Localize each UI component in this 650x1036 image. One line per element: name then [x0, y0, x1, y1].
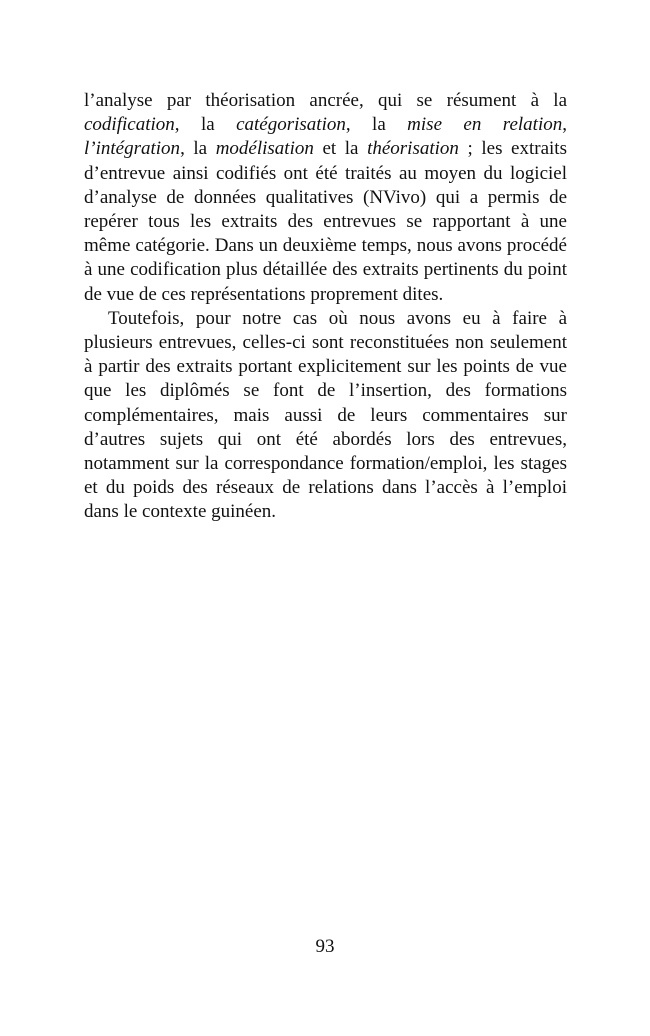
italic-term-codification: codification: [84, 114, 175, 136]
paragraph-1: [84, 89, 567, 307]
italic-term-mise-en-relation: mise en relation: [407, 114, 563, 136]
page-body-text: [84, 89, 567, 525]
text-segment: ; les extraits d’entrevue ainsi codifiés ont été traités au moyen du logiciel d’analyse de données qualitatives (NVivo) qui a permis de repérer tous les extraits des entrevues se rapportant à une même catégorie. Dans un deuxième temps, nous avons procédé à une codification plus détaillée des extraits pertinents du point de vue de ces représentations proprement dites.: [84, 138, 567, 305]
italic-term-integration: l’intégration: [84, 138, 181, 160]
text-segment: , la: [174, 114, 237, 136]
italic-term-modelisation: modélisation: [215, 138, 314, 160]
italic-term-theorisation: théorisation: [367, 138, 459, 160]
text-segment: et la: [313, 138, 368, 160]
text-segment: ,: [562, 114, 567, 136]
paragraph-2: [84, 307, 567, 525]
italic-term-categorisation: catégorisation: [236, 114, 346, 136]
text-segment: , la: [345, 114, 408, 136]
text-segment: , la: [180, 138, 216, 160]
text-segment: Toutefois, pour notre cas où nous avons eu à faire à plusieurs entrevues, celles-ci sont reconstituées non seulement à partir des extraits portant explicitement sur les points de vue que les diplômés se font de l’insertion, des formations complémentaires, mais aussi de leurs commentaires sur d’autres sujets qui ont été abordés lors des entrevues, notamment sur la correspondance formation/emploi, les stages et du poids des réseaux de relations dans l’accès à l’emploi dans le contexte guinéen.: [84, 307, 567, 523]
page-number: 93: [315, 936, 335, 957]
text-segment: l’analyse par théorisation ancrée, qui se résument à la: [84, 90, 567, 111]
